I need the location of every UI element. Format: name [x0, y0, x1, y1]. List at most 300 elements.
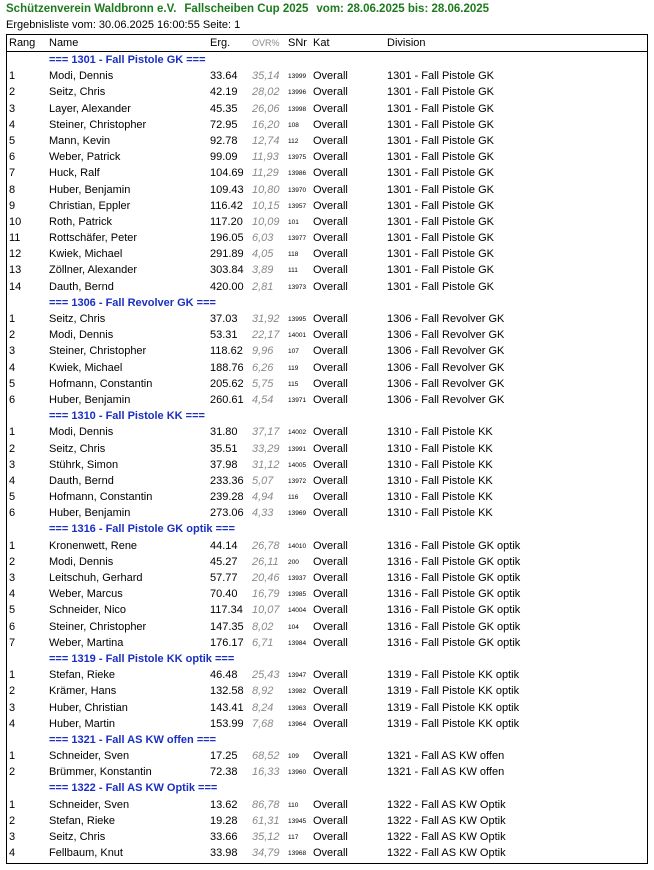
table-row	[7, 392, 647, 408]
cell-division: 1310 - Fall Pistole KK	[387, 507, 493, 520]
table-row	[7, 619, 647, 635]
cell-name: Huber, Benjamin	[49, 507, 131, 520]
cell-division: 1306 - Fall Revolver GK	[387, 393, 505, 406]
cell-ovr: 3,89	[252, 264, 274, 277]
cell-name: Weber, Martina	[49, 636, 124, 649]
cell-erg: 109.43	[210, 183, 244, 196]
cell-snr: 115	[288, 380, 299, 388]
cell-snr: 13947	[288, 672, 307, 680]
cell-erg: 176.17	[210, 636, 244, 649]
cell-kat: Overall	[313, 701, 348, 714]
cell-ovr: 31,12	[252, 458, 280, 471]
cell-rang: 4	[9, 361, 16, 374]
cell-name: Kronenwett, Rene	[49, 539, 138, 552]
table-row	[7, 279, 647, 295]
cell-name: Steiner, Christopher	[49, 620, 147, 633]
cell-division: 1319 - Fall Pistole KK optik	[387, 669, 520, 682]
cell-name: Modi, Dennis	[49, 329, 114, 342]
cell-name: Modi, Dennis	[49, 426, 114, 439]
cell-name: Roth, Patrick	[49, 215, 112, 228]
cell-rang: 3	[9, 831, 16, 843]
table-row	[7, 133, 647, 149]
cell-division: 1301 - Fall Pistole GK	[387, 264, 494, 277]
cell-snr: 13960	[288, 769, 307, 777]
cell-division: 1316 - Fall Pistole GK optik	[387, 572, 521, 584]
table-row	[7, 829, 647, 845]
cell-kat: Overall	[313, 118, 348, 131]
cell-kat: Overall	[313, 750, 348, 763]
cell-ovr: 6,26	[252, 361, 274, 374]
col-name: Name	[49, 37, 79, 49]
cell-snr: 101	[288, 218, 299, 226]
cell-kat: Overall	[313, 798, 348, 811]
table-row	[7, 554, 647, 570]
cell-snr: 13968	[288, 850, 307, 858]
cell-division: 1319 - Fall Pistole KK optik	[387, 701, 520, 714]
cell-name: Huck, Ralf	[49, 167, 100, 180]
cell-kat: Overall	[313, 539, 348, 552]
cell-erg: 46.48	[210, 669, 238, 682]
col-snr: SNr	[288, 37, 307, 49]
cell-name: Kwiek, Michael	[49, 361, 123, 374]
group-header	[7, 408, 647, 424]
cell-name: Steiner, Christopher	[49, 345, 147, 358]
cell-kat: Overall	[313, 377, 348, 390]
cell-name: Huber, Benjamin	[49, 393, 131, 406]
cell-kat: Overall	[313, 636, 348, 649]
cell-kat: Overall	[313, 458, 348, 471]
cell-ovr: 4,05	[252, 248, 274, 261]
col-rang: Rang	[9, 37, 36, 49]
group-header	[7, 52, 647, 68]
cell-ovr: 31,92	[252, 313, 280, 325]
cell-erg: 239.28	[210, 491, 244, 504]
cell-rang: 2	[9, 442, 16, 455]
cell-erg: 33.98	[210, 847, 238, 860]
cell-snr: 13970	[288, 186, 307, 194]
cell-snr: 13972	[288, 477, 307, 485]
cell-division: 1306 - Fall Revolver GK	[387, 361, 505, 374]
table-row	[7, 165, 647, 181]
cell-rang: 7	[9, 167, 16, 180]
cell-division: 1310 - Fall Pistole KK	[387, 458, 493, 471]
cell-ovr: 11,29	[252, 167, 279, 180]
cell-kat: Overall	[313, 167, 348, 180]
cell-snr: 109	[288, 753, 299, 761]
table-row	[7, 230, 647, 246]
table-header	[7, 35, 647, 52]
cell-snr: 108	[288, 121, 299, 129]
cell-snr: 13998	[288, 105, 307, 113]
cell-erg: 420.00	[210, 280, 244, 293]
cell-rang: 4	[9, 118, 16, 131]
cell-name: Dauth, Bernd	[49, 474, 114, 487]
cell-division: 1301 - Fall Pistole GK	[387, 167, 494, 180]
cell-name: Seitz, Chris	[49, 442, 106, 455]
group-header	[7, 732, 647, 748]
cell-rang: 11	[9, 232, 21, 245]
event-dates: vom: 28.06.2025 bis: 28.06.2025	[316, 3, 490, 15]
cell-name: Rottschäfer, Peter	[49, 232, 138, 245]
cell-snr: 13945	[288, 817, 307, 825]
table-row	[7, 441, 647, 457]
cell-name: Seitz, Chris	[49, 86, 106, 99]
table-row	[7, 635, 647, 651]
cell-kat: Overall	[313, 588, 348, 601]
cell-ovr: 10,80	[252, 183, 280, 196]
cell-snr: 116	[288, 494, 299, 502]
cell-ovr: 25,43	[252, 669, 280, 682]
cell-erg: 273.06	[210, 507, 244, 520]
cell-ovr: 37,17	[252, 426, 280, 439]
cell-ovr: 6,03	[252, 232, 274, 245]
cell-snr: 13964	[288, 720, 307, 728]
cell-division: 1301 - Fall Pistole GK	[387, 232, 494, 245]
cell-snr: 13977	[288, 235, 307, 243]
table-row	[7, 84, 647, 100]
cell-kat: Overall	[313, 329, 348, 342]
table-row	[7, 538, 647, 554]
cell-snr: 13982	[288, 688, 307, 696]
cell-rang: 3	[9, 345, 16, 358]
cell-kat: Overall	[313, 426, 348, 439]
cell-division: 1316 - Fall Pistole GK optik	[387, 555, 521, 568]
cell-name: Stührk, Simon	[49, 458, 119, 471]
table-row	[7, 101, 647, 117]
table-row	[7, 683, 647, 699]
cell-kat: Overall	[313, 685, 348, 698]
cell-division: 1310 - Fall Pistole KK	[387, 442, 493, 455]
cell-division: 1321 - Fall AS KW offen	[387, 750, 505, 763]
col-ovr: OVR%	[252, 38, 280, 48]
cell-erg: 99.09	[210, 151, 238, 164]
cell-erg: 233.36	[210, 474, 244, 487]
cell-ovr: 16,20	[252, 118, 280, 131]
cell-kat: Overall	[313, 620, 348, 633]
cell-rang: 5	[9, 134, 16, 147]
table-row	[7, 813, 647, 829]
cell-erg: 31.80	[210, 426, 238, 439]
cell-rang: 1	[9, 70, 16, 83]
cell-snr: 111	[288, 267, 298, 275]
cell-name: Schneider, Sven	[49, 750, 130, 763]
table-row	[7, 68, 647, 84]
cell-kat: Overall	[313, 604, 348, 617]
cell-ovr: 26,06	[252, 102, 280, 115]
cell-kat: Overall	[313, 831, 348, 843]
table-row	[7, 667, 647, 683]
cell-name: Fellbaum, Knut	[49, 847, 123, 860]
cell-division: 1316 - Fall Pistole GK optik	[387, 588, 521, 601]
cell-name: Stefan, Rieke	[49, 669, 116, 682]
cell-snr: 14005	[288, 461, 307, 469]
col-erg: Erg.	[210, 37, 231, 49]
cell-kat: Overall	[313, 345, 348, 358]
cell-kat: Overall	[313, 572, 348, 584]
cell-erg: 33.64	[210, 70, 238, 83]
cell-name: Schneider, Sven	[49, 798, 130, 811]
cell-division: 1316 - Fall Pistole GK optik	[387, 620, 521, 633]
cell-erg: 37.98	[210, 458, 238, 471]
cell-rang: 6	[9, 393, 16, 406]
cell-division: 1306 - Fall Revolver GK	[387, 329, 505, 342]
cell-name: Schneider, Nico	[49, 604, 127, 617]
table-row	[7, 149, 647, 165]
table-body	[7, 52, 647, 861]
cell-rang: 9	[9, 199, 16, 212]
cell-kat: Overall	[313, 151, 348, 164]
cell-snr: 13996	[288, 89, 307, 97]
cell-division: 1321 - Fall AS KW offen	[387, 766, 505, 779]
cell-ovr: 8,24	[252, 701, 274, 714]
cell-division: 1301 - Fall Pistole GK	[387, 199, 494, 212]
cell-name: Steiner, Christopher	[49, 118, 147, 131]
cell-snr: 13971	[288, 396, 307, 404]
cell-erg: 188.76	[210, 361, 244, 374]
cell-division: 1301 - Fall Pistole GK	[387, 151, 494, 164]
cell-rang: 4	[9, 474, 16, 487]
cell-kat: Overall	[313, 86, 348, 99]
cell-name: Huber, Christian	[49, 701, 128, 714]
cell-rang: 3	[9, 572, 16, 584]
cell-kat: Overall	[313, 814, 348, 827]
cell-erg: 37.03	[210, 313, 238, 325]
cell-name: Weber, Patrick	[49, 151, 121, 164]
cell-erg: 92.78	[210, 134, 238, 147]
cell-division: 1316 - Fall Pistole GK optik	[387, 604, 521, 617]
cell-erg: 17.25	[210, 750, 238, 763]
table-row	[7, 586, 647, 602]
cell-division: 1306 - Fall Revolver GK	[387, 377, 505, 390]
cell-ovr: 11,93	[252, 151, 279, 164]
cell-rang: 5	[9, 604, 16, 617]
cell-division: 1301 - Fall Pistole GK	[387, 215, 494, 228]
cell-kat: Overall	[313, 361, 348, 374]
cell-rang: 1	[9, 426, 16, 439]
cell-name: Modi, Dennis	[49, 555, 114, 568]
cell-snr: 13969	[288, 510, 307, 518]
cell-kat: Overall	[313, 70, 348, 83]
cell-name: Seitz, Chris	[49, 831, 106, 843]
cell-kat: Overall	[313, 669, 348, 682]
cell-erg: 104.69	[210, 167, 244, 180]
cell-rang: 2	[9, 685, 16, 698]
cell-division: 1316 - Fall Pistole GK optik	[387, 539, 521, 552]
table-row	[7, 457, 647, 473]
cell-ovr: 86,78	[252, 798, 280, 811]
cell-snr: 13963	[288, 704, 307, 712]
cell-name: Huber, Benjamin	[49, 183, 131, 196]
cell-division: 1322 - Fall AS KW Optik	[387, 814, 506, 827]
cell-erg: 72.95	[210, 118, 238, 131]
cell-ovr: 28,02	[252, 86, 280, 99]
cell-rang: 1	[9, 798, 16, 811]
cell-rang: 13	[9, 264, 22, 277]
cell-rang: 4	[9, 717, 16, 730]
cell-erg: 117.34	[210, 604, 243, 617]
cell-erg: 143.41	[210, 701, 244, 714]
cell-snr: 14001	[288, 332, 307, 340]
cell-name: Hofmann, Constantin	[49, 491, 153, 504]
cell-erg: 35.51	[210, 442, 238, 455]
cell-name: Krämer, Hans	[49, 685, 117, 698]
group-title: === 1301 - Fall Pistole GK ===	[49, 54, 206, 66]
table-row	[7, 845, 647, 861]
cell-ovr: 10,09	[252, 215, 280, 228]
cell-division: 1306 - Fall Revolver GK	[387, 313, 505, 325]
cell-kat: Overall	[313, 555, 348, 568]
cell-kat: Overall	[313, 313, 348, 325]
cell-kat: Overall	[313, 491, 348, 504]
cell-kat: Overall	[313, 474, 348, 487]
cell-ovr: 2,81	[252, 280, 274, 293]
cell-ovr: 34,79	[252, 847, 280, 860]
cell-division: 1301 - Fall Pistole GK	[387, 118, 494, 131]
cell-erg: 153.99	[210, 717, 244, 730]
table-row	[7, 343, 647, 359]
cell-kat: Overall	[313, 264, 348, 277]
table-row	[7, 602, 647, 618]
cell-erg: 117.20	[210, 215, 243, 228]
group-header	[7, 295, 647, 311]
cell-rang: 2	[9, 329, 16, 342]
cell-snr: 110	[288, 801, 299, 809]
cell-kat: Overall	[313, 102, 348, 115]
results-table	[6, 34, 648, 864]
cell-snr: 14002	[288, 429, 307, 437]
cell-erg: 45.27	[210, 555, 238, 568]
cell-snr: 13957	[288, 202, 307, 210]
table-row	[7, 797, 647, 813]
table-row	[7, 489, 647, 505]
cell-name: Huber, Martin	[49, 717, 116, 730]
cell-snr: 200	[288, 558, 299, 566]
cell-ovr: 26,78	[252, 539, 280, 552]
cell-division: 1310 - Fall Pistole KK	[387, 426, 493, 439]
cell-ovr: 33,29	[252, 442, 280, 455]
table-row	[7, 198, 647, 214]
cell-kat: Overall	[313, 507, 348, 520]
cell-rang: 8	[9, 183, 16, 196]
cell-kat: Overall	[313, 717, 348, 730]
cell-division: 1306 - Fall Revolver GK	[387, 345, 505, 358]
cell-ovr: 20,46	[252, 572, 280, 584]
cell-snr: 13984	[288, 639, 307, 647]
cell-rang: 6	[9, 151, 16, 164]
cell-division: 1322 - Fall AS KW Optik	[387, 847, 506, 860]
cell-erg: 57.77	[210, 572, 238, 584]
cell-erg: 205.62	[210, 377, 244, 390]
table-row	[7, 570, 647, 586]
group-header	[7, 780, 647, 796]
table-row	[7, 214, 647, 230]
cell-erg: 147.35	[210, 620, 244, 633]
cell-ovr: 12,74	[252, 134, 280, 147]
group-title: === 1316 - Fall Pistole GK optik ===	[49, 523, 235, 536]
cell-ovr: 35,14	[252, 70, 280, 83]
cell-kat: Overall	[313, 847, 348, 860]
cell-name: Hofmann, Constantin	[49, 377, 153, 390]
cell-division: 1310 - Fall Pistole KK	[387, 474, 493, 487]
table-row	[7, 473, 647, 489]
cell-rang: 3	[9, 102, 16, 115]
cell-name: Stefan, Rieke	[49, 814, 116, 827]
cell-rang: 5	[9, 491, 16, 504]
table-row	[7, 376, 647, 392]
cell-rang: 2	[9, 555, 16, 568]
group-header	[7, 521, 647, 537]
cell-division: 1322 - Fall AS KW Optik	[387, 831, 506, 843]
cell-rang: 1	[9, 313, 16, 325]
table-row	[7, 764, 647, 780]
cell-erg: 291.89	[210, 248, 244, 261]
table-row	[7, 360, 647, 376]
cell-snr: 13995	[288, 316, 307, 323]
cell-snr: 13986	[288, 170, 307, 178]
cell-ovr: 8,92	[252, 685, 274, 698]
cell-ovr: 7,68	[252, 717, 274, 730]
table-row	[7, 700, 647, 716]
col-division: Division	[387, 37, 426, 49]
cell-ovr: 8,02	[252, 620, 274, 633]
cell-division: 1322 - Fall AS KW Optik	[387, 798, 506, 811]
table-row	[7, 716, 647, 732]
cell-snr: 118	[288, 251, 299, 259]
cell-ovr: 5,07	[252, 474, 274, 487]
cell-name: Mann, Kevin	[49, 134, 111, 147]
group-header	[7, 651, 647, 667]
cell-kat: Overall	[313, 280, 348, 293]
cell-ovr: 10,07	[252, 604, 280, 617]
event-name: Fallscheiben Cup 2025	[184, 3, 309, 15]
cell-erg: 70.40	[210, 588, 238, 601]
table-row	[7, 311, 647, 327]
cell-erg: 44.14	[210, 539, 238, 552]
cell-rang: 3	[9, 701, 16, 714]
cell-snr: 13973	[288, 283, 307, 291]
cell-rang: 10	[9, 215, 22, 228]
cell-erg: 45.35	[210, 102, 238, 115]
cell-snr: 13999	[288, 73, 307, 81]
cell-kat: Overall	[313, 232, 348, 245]
table-row	[7, 505, 647, 521]
cell-kat: Overall	[313, 215, 348, 228]
cell-ovr: 9,96	[252, 345, 274, 358]
cell-name: Weber, Marcus	[49, 588, 123, 601]
cell-name: Dauth, Bernd	[49, 280, 114, 293]
cell-kat: Overall	[313, 393, 348, 406]
col-kat: Kat	[313, 37, 330, 49]
group-title: === 1306 - Fall Revolver GK ===	[49, 296, 216, 309]
cell-division: 1301 - Fall Pistole GK	[387, 248, 494, 261]
club-name: Schützenverein Waldbronn e.V.	[6, 3, 177, 15]
cell-name: Modi, Dennis	[49, 70, 114, 83]
cell-rang: 3	[9, 458, 16, 471]
cell-kat: Overall	[313, 766, 348, 779]
cell-division: 1310 - Fall Pistole KK	[387, 491, 493, 504]
cell-division: 1319 - Fall Pistole KK optik	[387, 685, 520, 698]
cell-erg: 19.28	[210, 814, 238, 827]
cell-ovr: 6,71	[252, 636, 274, 649]
cell-snr: 107	[288, 348, 299, 356]
cell-kat: Overall	[313, 442, 348, 455]
cell-erg: 72.38	[210, 766, 238, 779]
cell-snr: 13975	[288, 154, 307, 162]
cell-rang: 1	[9, 539, 16, 552]
cell-kat: Overall	[313, 134, 348, 147]
cell-kat: Overall	[313, 199, 348, 212]
cell-name: Seitz, Chris	[49, 313, 106, 325]
